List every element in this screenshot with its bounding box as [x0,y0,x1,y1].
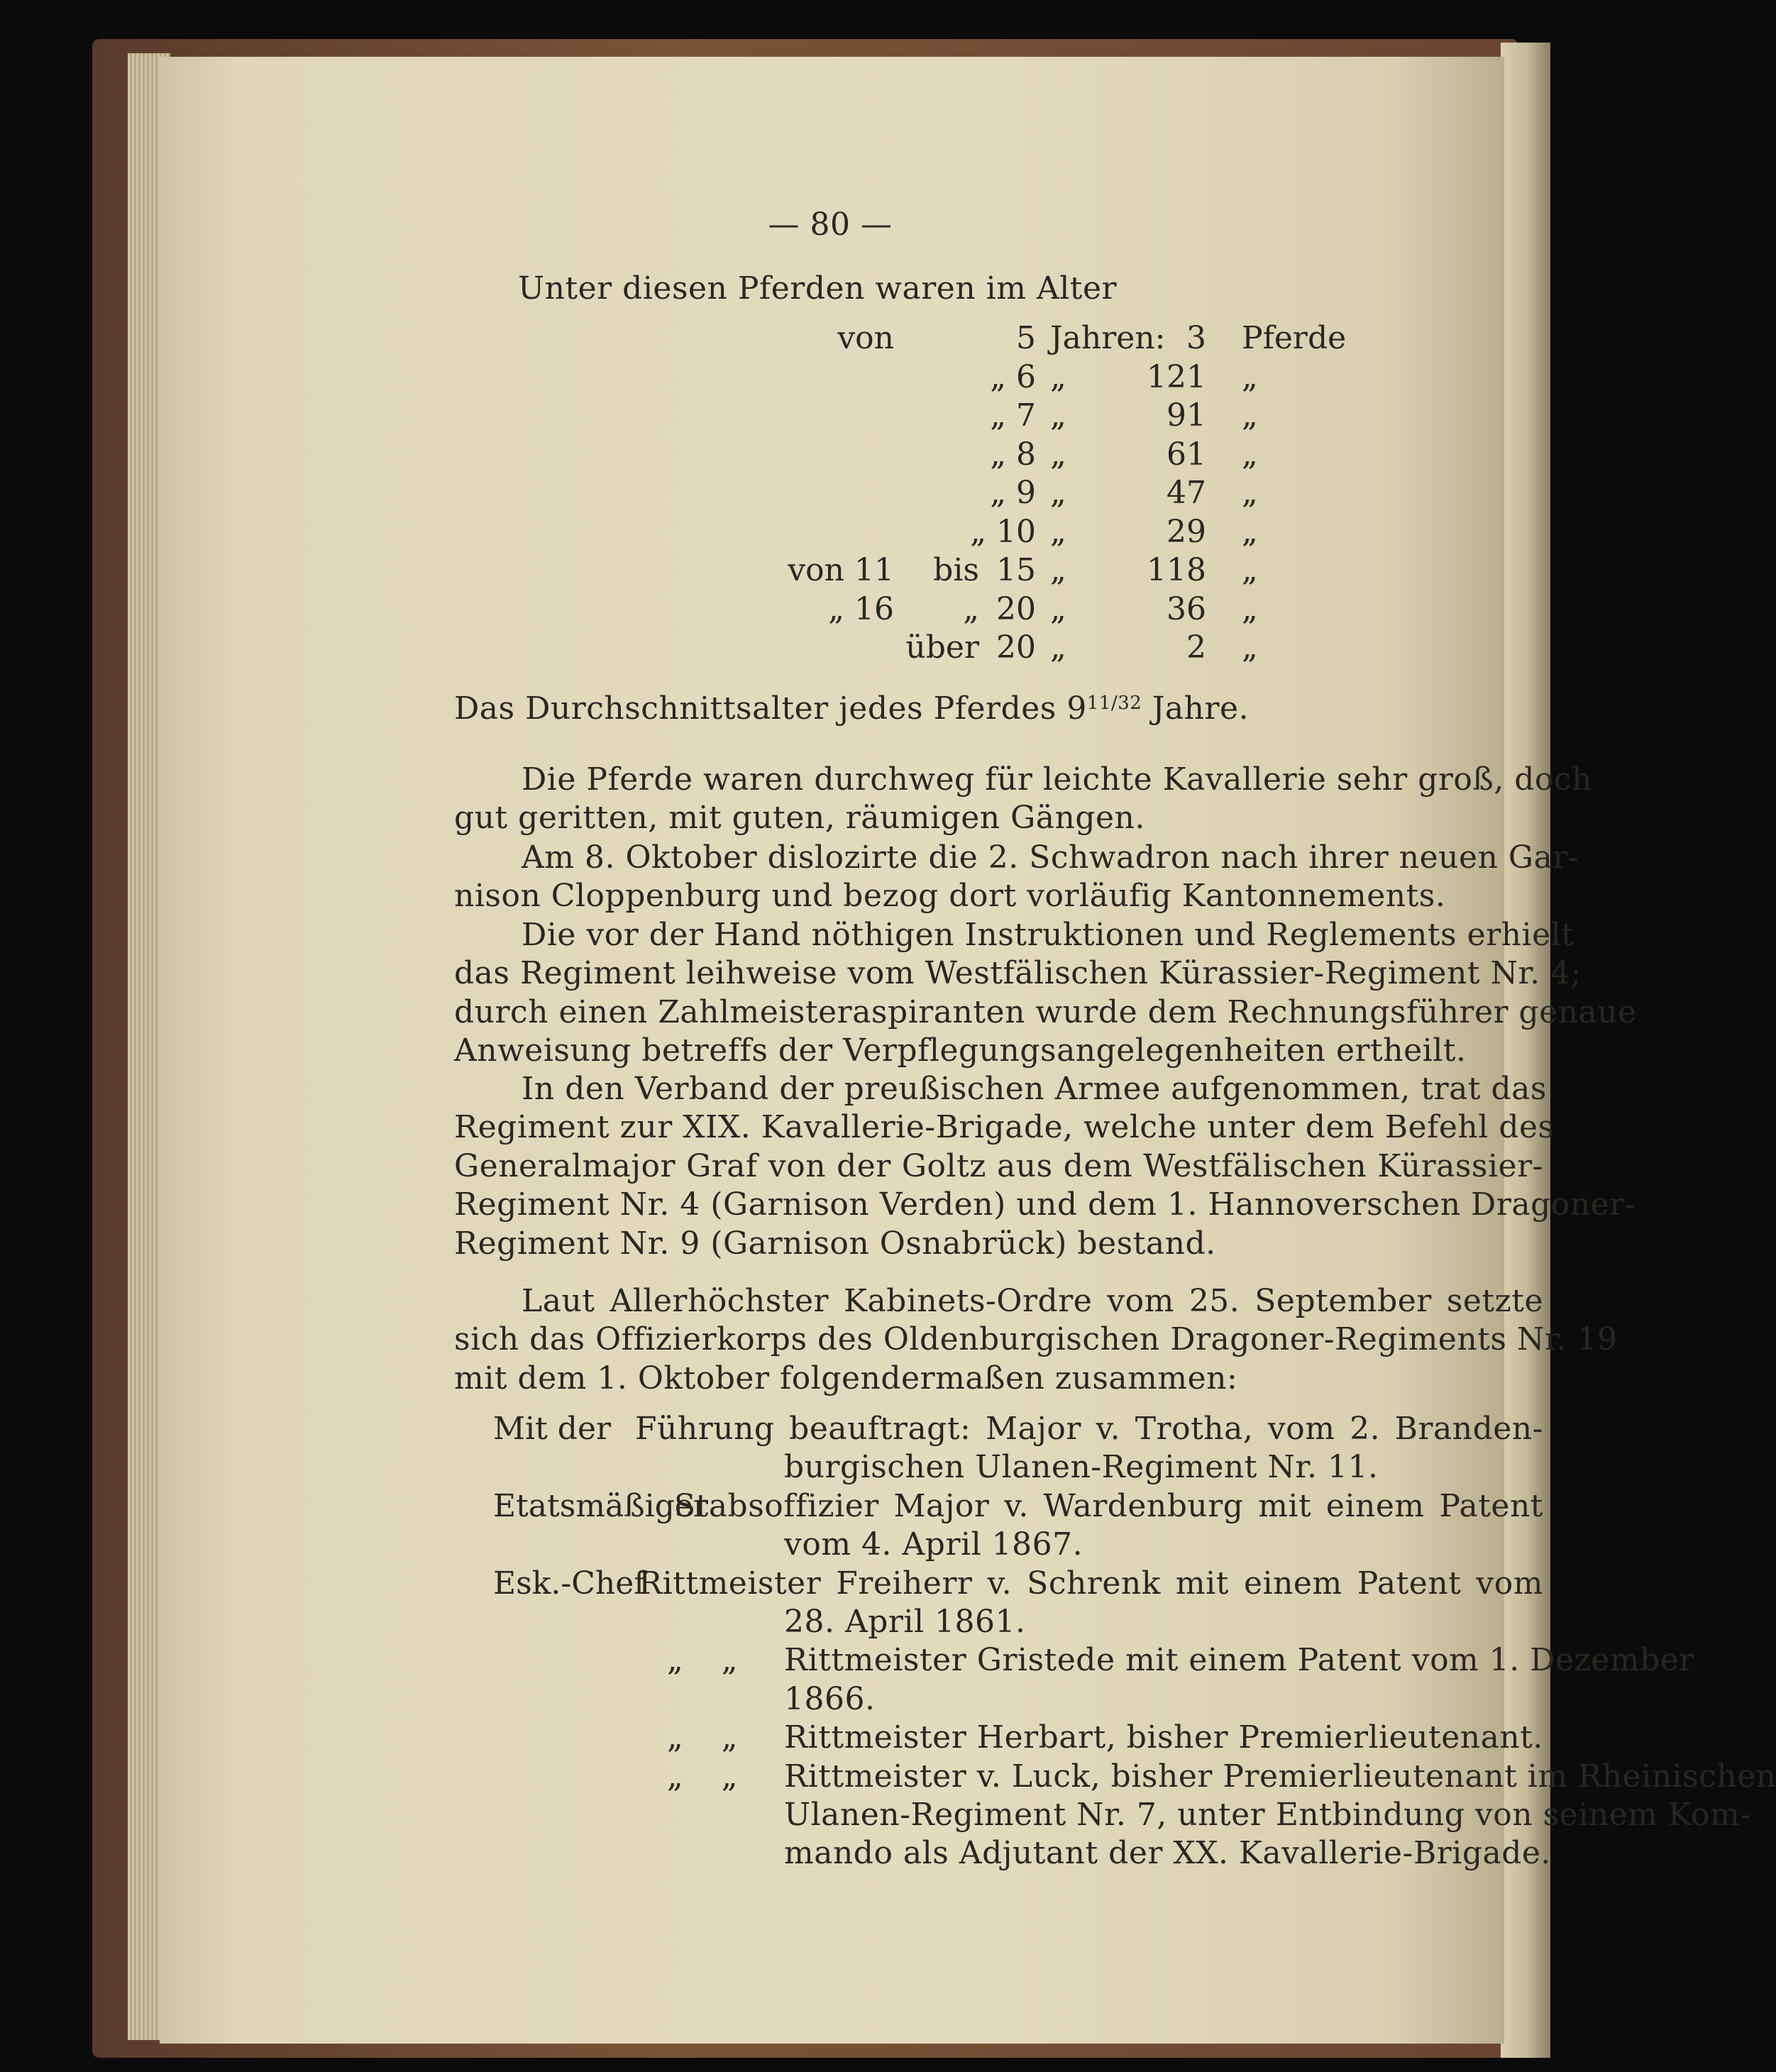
paragraph-line: Regiment zur XIX. Kavallerie-Brigade, welche unter dem Befehl des [454,1109,1555,1146]
row-count: 36 [1166,590,1206,627]
paragraph-line: nison Cloppenburg und bezog dort vorläufig Kantonnements. [454,878,1446,915]
book-page [160,57,1776,2044]
officer-label: Mit der [493,1411,612,1447]
table-row [160,358,1501,397]
row-pferde: „ [1242,436,1258,473]
page-number: — 80 — [768,206,893,243]
average-age-text: Das Durchschnittsalter jedes Pferdes 9 [454,690,1087,727]
paragraph-line: sich das Offizierkorps des Oldenburgischen Dragoner-Regiments Nr. 19 [454,1321,1618,1358]
officer-line: Rittmeister Freiherr v. Schrenk mit einem Patent vom [639,1565,1543,1602]
row-count: 121 [1147,358,1206,395]
row-unit: „ [1050,436,1066,473]
row-count: 47 [1166,475,1206,511]
row-unit: „ [1050,552,1066,588]
row-count: 2 [1186,629,1206,666]
row-unit: Jahren: [1050,320,1166,356]
row-age: „ 7 [990,397,1036,434]
officer-line: Ulanen-Regiment Nr. 7, unter Entbindung von seinem Kom- [784,1797,1751,1833]
paragraph-line: durch einen Zahlmeisteraspiranten wurde dem Rechnungsführer genaue [454,993,1637,1030]
row-range-word: bis [933,552,979,588]
row-age: 15 [996,552,1036,588]
paragraph-line: Anweisung betreffs der Verpflegungsangelegenheiten ertheilt. [454,1032,1467,1069]
officer-line: Rittmeister v. Luck, bisher Premierlieutenant im Rheinischen [784,1758,1776,1795]
row-unit: „ [1050,629,1066,666]
table-row [160,551,1501,590]
paragraph-line: Die vor der Hand nöthigen Instruktionen und Reglements erhielt [522,917,1574,953]
paragraph-line: das Regiment leihweise vom Westfälischen Kürassier-Regiment Nr. 4; [454,955,1582,992]
age-table [160,319,1501,668]
officer-line: Rittmeister Herbart, bisher Premierlieutenant. [784,1719,1543,1756]
row-unit: „ [1050,513,1066,550]
table-row [160,436,1501,475]
row-pferde: „ [1242,629,1258,666]
table-row [160,474,1501,513]
row-pferde: „ [1242,397,1258,434]
officer-line: 28. April 1861. [784,1604,1026,1640]
officer-label: Etatsmäßiger [493,1487,708,1524]
row-pferde: „ [1242,513,1258,550]
row-pferde: „ [1242,590,1258,627]
row-unit: „ [1050,397,1066,434]
row-age: 20 [996,629,1036,666]
paragraph-line: mit dem 1. Oktober folgendermaßen zusammen: [454,1360,1238,1396]
row-age: „ 9 [990,475,1036,511]
row-count: 91 [1166,397,1206,434]
paragraph-line: Die Pferde waren durchweg für leichte Kavallerie sehr groß, doch [522,761,1592,798]
row-count: 3 [1186,320,1206,356]
officer-line: burgischen Ulanen-Regiment Nr. 11. [784,1449,1379,1486]
table-row [160,590,1501,629]
average-age-denominator: /32 [1110,693,1142,714]
officer-label: Esk.-Chef [493,1565,646,1602]
average-age-suffix: Jahre. [1142,690,1250,727]
row-pferde: Pferde [1242,320,1347,356]
row-age: „ 10 [970,513,1036,550]
officer-line: Stabsoffizier Major v. Wardenburg mit einem Patent [674,1487,1543,1524]
paragraph-line: Am 8. Oktober dislozirte die 2. Schwadron nach ihrer neuen Gar- [522,839,1579,876]
officer-line: vom 4. April 1867. [784,1526,1083,1563]
table-intro: Unter diesen Pferden waren im Alter [518,270,1118,307]
paragraph-line: gut geritten, mit guten, räumigen Gängen. [454,800,1145,837]
paragraph-line: Generalmajor Graf von der Goltz aus dem Westfälischen Kürassier- [454,1147,1543,1184]
officer-line: mando als Adjutant der XX. Kavallerie-Brigade. [784,1835,1551,1872]
row-pferde: „ [1242,358,1258,395]
row-count: 118 [1147,552,1206,588]
table-row [160,397,1501,436]
row-pferde: „ [1242,552,1258,588]
table-row [160,629,1501,668]
paragraph-line: Regiment Nr. 4 (Garnison Verden) und dem 1. Hannoverschen Dragoner- [454,1186,1636,1223]
paragraph-line: In den Verband der preußischen Armee aufgenommen, trat das [522,1071,1547,1107]
row-prefix: von [837,320,894,356]
row-unit: „ [1050,590,1066,627]
officer-line: Rittmeister Gristede mit einem Patent vom 1. Dezember [784,1642,1694,1679]
row-prefix: von 11 [788,552,894,588]
row-unit: „ [1050,358,1066,395]
row-age: „ 8 [990,436,1036,473]
officer-label: „ „ [667,1758,738,1795]
row-age: „ 6 [990,358,1036,395]
row-prefix: „ 16 [828,590,894,627]
officer-label: „ „ [667,1719,738,1756]
row-unit: „ [1050,475,1066,511]
officer-label: „ „ [667,1642,738,1679]
row-pferde: „ [1242,475,1258,511]
row-count: 61 [1166,436,1206,473]
paragraph-line: Regiment Nr. 9 (Garnison Osnabrück) bestand. [454,1225,1216,1262]
row-age: 5 [1016,320,1036,356]
officer-line: 1866. [784,1680,876,1717]
row-range-word: „ [963,590,979,627]
average-age-line [454,684,1249,728]
row-range-word: über [905,629,979,666]
row-count: 29 [1166,513,1206,550]
row-age: 20 [996,590,1036,627]
table-row [160,513,1501,552]
table-row [160,319,1501,358]
average-age-numerator: 11 [1086,693,1111,714]
paragraph-line: Laut Allerhöchster Kabinets-Ordre vom 25. September setzte [522,1283,1543,1319]
officer-line: Führung beauftragt: Major v. Trotha, vom 2. Branden- [635,1411,1543,1447]
